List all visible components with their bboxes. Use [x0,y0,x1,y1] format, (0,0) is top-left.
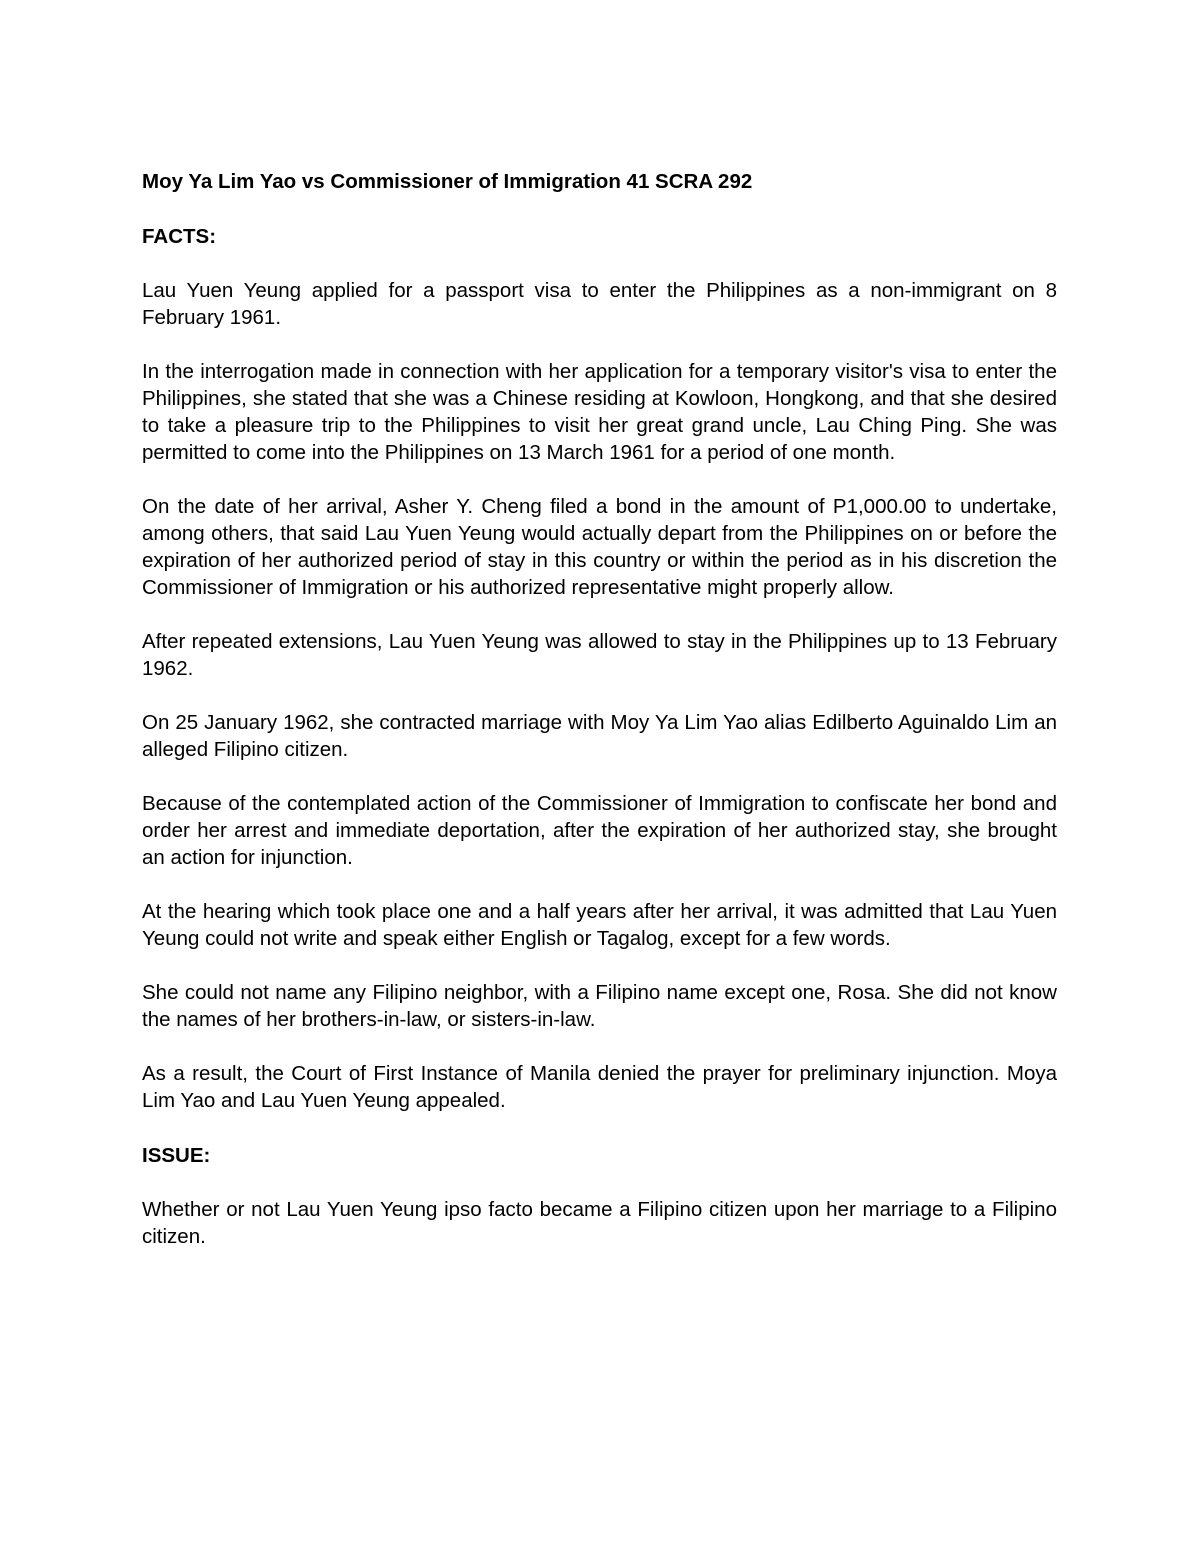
document-page [142,168,1057,1250]
facts-paragraph: In the interrogation made in connection with her application for a temporary visitor's visa to enter the Philippines, she stated that she was a Chinese residing at Kowloon, Hongkong, and that she desired to take a pleasure trip to the Philippines to visit her great grand uncle, Lau Ching Ping. She was permitted to come into the Philippines on 13 March 1961 for a period of one month. [142,360,1057,464]
document-title: Moy Ya Lim Yao vs Commissioner of Immigration 41 SCRA 292 [142,170,753,193]
facts-paragraph: After repeated extensions, Lau Yuen Yeung was allowed to stay in the Philippines up to 13 February 1962. [142,630,1057,680]
facts-paragraph: On the date of her arrival, Asher Y. Cheng filed a bond in the amount of P1,000.00 to undertake, among others, that said Lau Yuen Yeung would actually depart from the Philippines on or before the expiration of her authorized period of stay in this country or within the period as in his discretion the Commissioner of Immigration or his authorized representative might properly allow. [142,495,1057,599]
issue-paragraph: Whether or not Lau Yuen Yeung ipso facto became a Filipino citizen upon her marriage to a Filipino citizen. [142,1198,1057,1248]
facts-paragraph: On 25 January 1962, she contracted marriage with Moy Ya Lim Yao alias Edilberto Aguinaldo Lim an alleged Filipino citizen. [142,711,1057,761]
facts-paragraph: As a result, the Court of First Instance of Manila denied the prayer for preliminary injunction. Moya Lim Yao and Lau Yuen Yeung appealed. [142,1062,1057,1112]
issue-heading: ISSUE: [142,1144,211,1167]
facts-paragraph: At the hearing which took place one and a half years after her arrival, it was admitted that Lau Yuen Yeung could not write and speak either English or Tagalog, except for a few words. [142,900,1057,950]
facts-heading: FACTS: [142,225,217,248]
facts-paragraph: Because of the contemplated action of the Commissioner of Immigration to confiscate her bond and order her arrest and immediate deportation, after the expiration of her authorized stay, she brought an action for injunction. [142,792,1057,869]
facts-paragraph: She could not name any Filipino neighbor, with a Filipino name except one, Rosa. She did not know the names of her brothers-in-law, or sisters-in-law. [142,981,1057,1031]
facts-paragraph: Lau Yuen Yeung applied for a passport visa to enter the Philippines as a non-immigrant on 8 February 1961. [142,279,1057,329]
